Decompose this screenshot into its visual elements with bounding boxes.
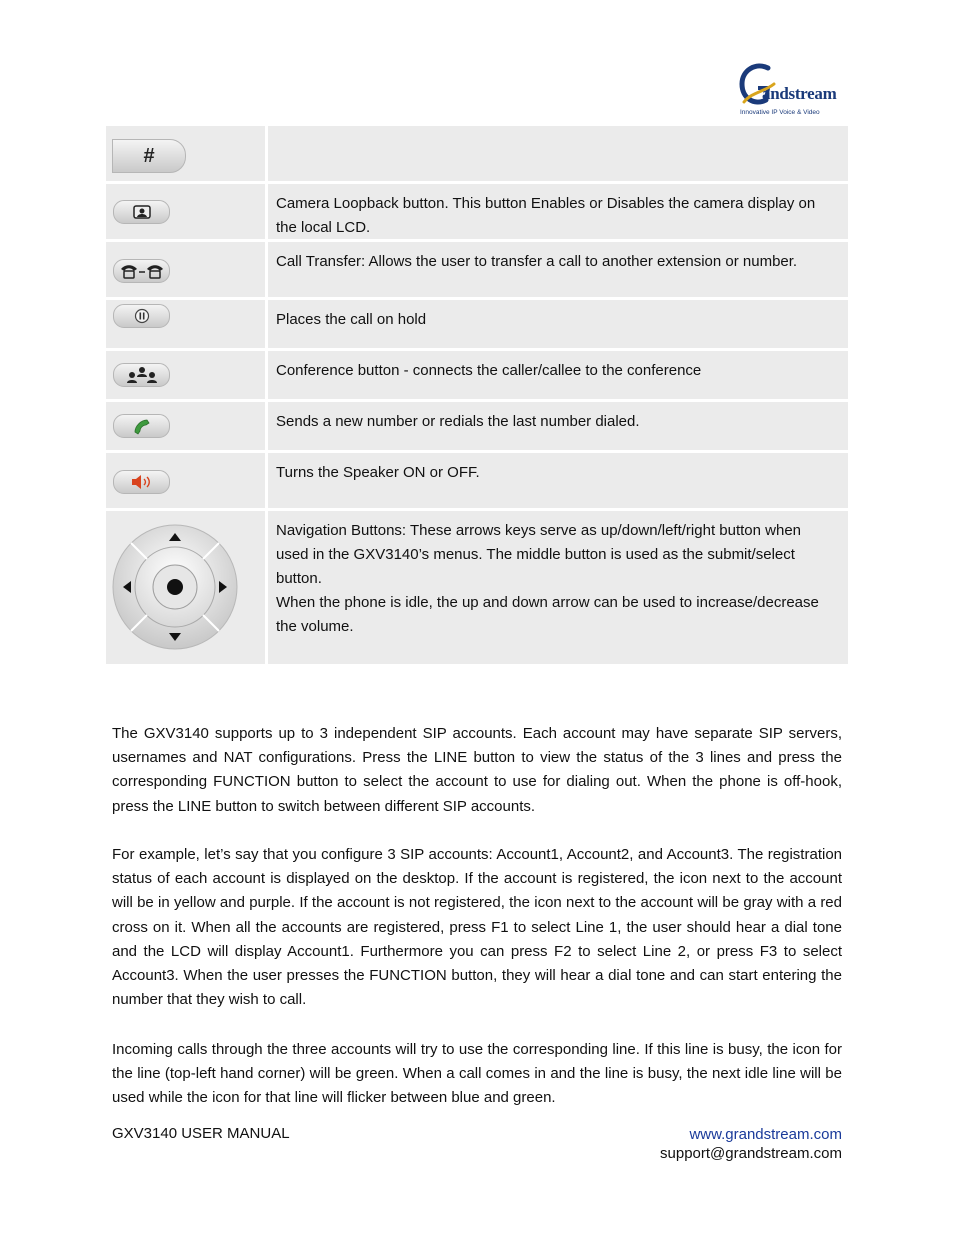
table-row — [106, 242, 848, 297]
table-row — [106, 126, 848, 181]
icon-cell — [106, 511, 265, 664]
hash-key-icon: # — [112, 139, 186, 173]
description-cell: Navigation Buttons: These arrows keys serve as up/down/left/right button when used in the GXV3140’s menus. The middle button is used as the submit/select button. When the phone is idle, the up and down arrow can be used to increase/decrease the volume. — [268, 511, 848, 664]
paragraph-incoming-calls: Incoming calls through the three accounts will try to use the corresponding line. If this line is busy, the icon for the line (top-left hand corner) will be green. When a call comes in and the line is busy, the next idle line will be used while the icon for that line will flicker between blue and green. — [112, 1041, 842, 1107]
description-cell: Sends a new number or redials the last number dialed. — [268, 402, 848, 450]
table-row — [106, 300, 848, 348]
footer-contact — [660, 1125, 842, 1163]
camera-loopback-icon — [113, 200, 170, 224]
description-cell: Camera Loopback button. This button Enables or Disables the camera display on the local LCD. — [268, 184, 848, 239]
conference-icon — [113, 363, 170, 387]
table-row — [106, 453, 848, 508]
table-row — [106, 402, 848, 450]
icon-cell — [106, 351, 265, 399]
icon-cell — [106, 184, 265, 239]
description-cell: Places the call on hold — [268, 300, 848, 348]
description-cell — [268, 126, 848, 181]
icon-cell — [106, 402, 265, 450]
hold-icon — [113, 304, 170, 328]
call-transfer-icon — [113, 259, 170, 283]
table-row — [106, 184, 848, 239]
footer-website-link[interactable]: www.grandstream.com — [689, 1126, 842, 1143]
grandstream-logo — [738, 62, 840, 120]
speaker-icon — [113, 470, 170, 494]
description-cell: Turns the Speaker ON or OFF. — [268, 453, 848, 508]
icon-cell — [106, 126, 265, 181]
description-cell: Conference button - connects the caller/callee to the conference — [268, 351, 848, 399]
footer-manual-title: GXV3140 USER MANUAL — [112, 1125, 290, 1142]
icon-cell — [106, 453, 265, 508]
logo-brand-text: andstream — [762, 84, 837, 103]
paragraph-example: For example, let’s say that you configure 3 SIP accounts: Account1, Account2, and Account3. The registration status of each account is displayed on the desktop. If the account is registered, the icon next to the account will be in yellow and purple. If the account is not registered, the icon next to the account will be gray with a red cross on it. When all the accounts are registered, press F1 to select Line 1, the user should hear a dial tone and the LCD will display Account1. Furthermore you can press F2 to select Line 2, or press F3 to select Account3. When the user presses the FUNCTION button, they will hear a dial tone and can start entering the number that they wish to call. — [112, 846, 842, 1009]
table-row — [106, 511, 848, 664]
navigation-keys-icon — [111, 521, 241, 653]
icon-cell — [106, 300, 265, 348]
paragraph-sip-accounts: The GXV3140 supports up to 3 independent SIP accounts. Each account may have separate SIP servers, usernames and NAT configurations. Press the LINE button to view the status of the 3 lines and press the corresponding FUNCTION button to select the account to use for dialing out. When the phone is off-hook, press the LINE button to switch between different SIP accounts. — [112, 725, 842, 815]
button-description-table — [106, 126, 848, 667]
table-row — [106, 351, 848, 399]
logo-tagline: Innovative IP Voice & Video — [740, 109, 820, 116]
footer-support-email[interactable]: support@grandstream.com — [660, 1145, 842, 1162]
icon-cell — [106, 242, 265, 297]
send-redial-icon — [113, 414, 170, 438]
description-cell: Call Transfer: Allows the user to transfer a call to another extension or number. — [268, 242, 848, 297]
